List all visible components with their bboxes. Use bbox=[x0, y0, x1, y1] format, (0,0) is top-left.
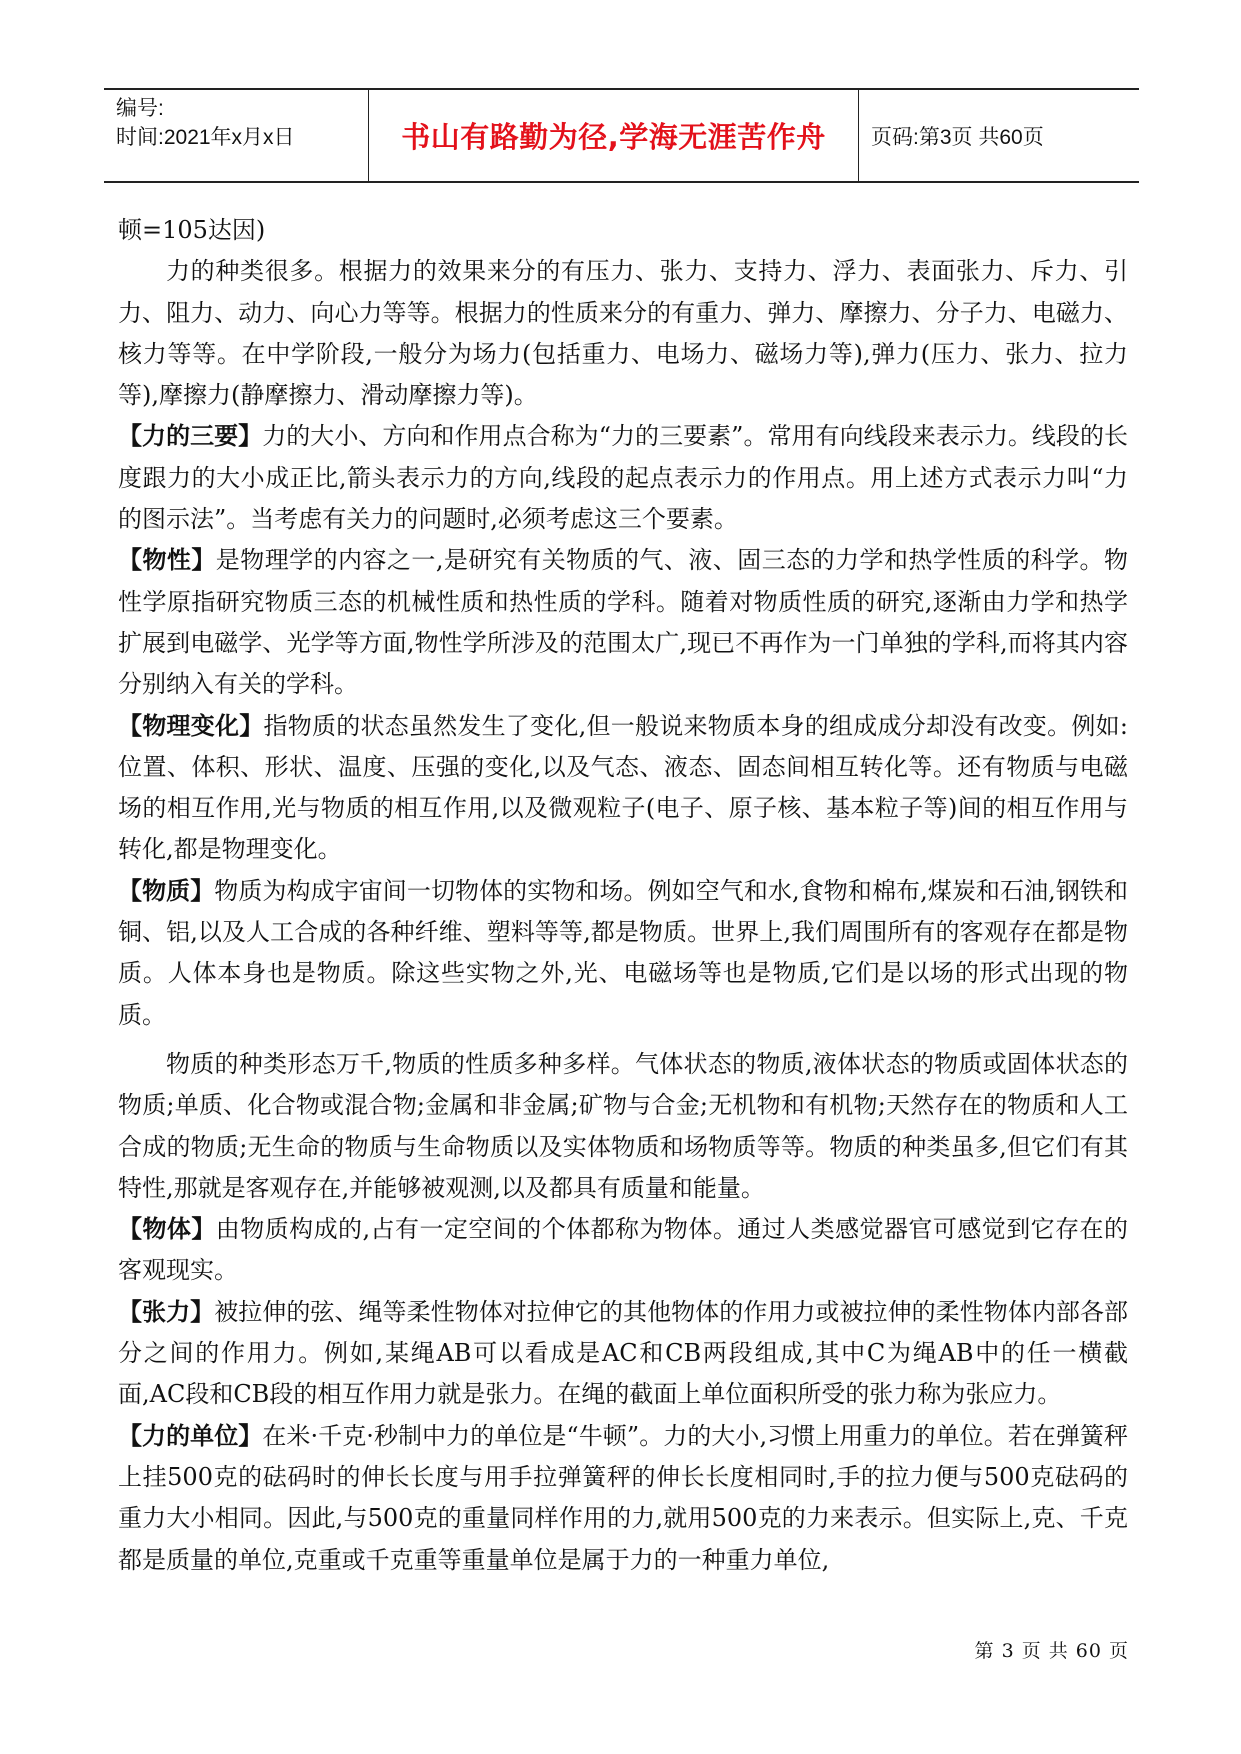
document-body bbox=[118, 210, 1128, 1581]
paragraph bbox=[118, 540, 1128, 705]
term-heading: 【物体】 bbox=[118, 1215, 216, 1244]
document-time-label: 时间:2021年x月x日 bbox=[116, 126, 295, 149]
paragraph-text: 顿=105达因) bbox=[118, 216, 266, 244]
paragraph-text: 由物质构成的,占有一定空间的个体都称为物体。通过人类感觉器官可感觉到它存在的客观现实。 bbox=[118, 1215, 1128, 1285]
paragraph-text: 物质的种类形态万千,物质的性质多种多样。气体状态的物质,液体状态的物质或固体状态的物质;单质、化合物或混合物;金属和非金属;矿物与合金;无机物和有机物;天然存在的物质和人工合成的物质;无生命的物质与生命物质以及实体物质和场物质等等。物质的种类虽多,但它们有其特性,那就是客观存在,并能够被观测,以及都具有质量和能量。 bbox=[118, 1049, 1128, 1202]
paragraph bbox=[118, 251, 1128, 416]
paragraph bbox=[118, 871, 1128, 1036]
header-page-code: 页码:第3页 共60页 bbox=[871, 125, 1044, 149]
page-footer: 第 3 页 共 60 页 bbox=[974, 1640, 1129, 1662]
paragraph bbox=[118, 1292, 1128, 1416]
paragraph-text: 被拉伸的弦、绳等柔性物体对拉伸它的其他物体的作用力或被拉伸的柔性物体内部各部分之间的作用力。例如,某绳AB可以看成是AC和CB两段组成,其中C为绳AB中的任一横截面,AC段和CB段的相互作用力就是张力。在绳的截面上单位面积所受的张力称为张应力。 bbox=[118, 1297, 1129, 1409]
paragraph bbox=[118, 706, 1128, 871]
paragraph bbox=[118, 1416, 1128, 1581]
term-heading: 【张力】 bbox=[118, 1297, 215, 1326]
header-motto: 书山有路勤为径,学海无涯苦作舟 bbox=[401, 120, 826, 154]
paragraph-text: 在米·千克·秒制中力的单位是“牛顿”。力的大小,习惯上用重力的单位。若在弹簧秤上挂500克的砝码时的伸长长度与用手拉弹簧秤的伸长长度相同时,手的拉力便与500克砝码的重力大小相同。因此,与500克的重量同样作用的力,就用500克的力来表示。但实际上,克、千克都是质量的单位,克重或千克重等重量单位是属于力的一种重力单位, bbox=[118, 1421, 1128, 1574]
term-heading: 【力的三要】 bbox=[118, 422, 263, 451]
header-page-cell bbox=[859, 90, 1139, 181]
header-meta-cell bbox=[104, 90, 369, 181]
header-motto-cell bbox=[369, 90, 859, 181]
paragraph-text: 物质为构成宇宙间一切物体的实物和场。例如空气和水,食物和棉布,煤炭和石油,钢铁和铜、铝,以及人工合成的各种纤维、塑料等等,都是物质。世界上,我们周围所有的客观存在都是物质。人体本身也是物质。除这些实物之外,光、电磁场等也是物质,它们是以场的形式出现的物质。 bbox=[118, 876, 1129, 1029]
paragraph bbox=[118, 1209, 1128, 1292]
paragraph-text: 指物质的状态虽然发生了变化,但一般说来物质本身的组成成分却没有改变。例如:位置、体积、形状、温度、压强的变化,以及气态、液态、固态间相互转化等。还有物质与电磁场的相互作用,光与物质的相互作用,以及微观粒子(电子、原子核、基本粒子等)间的相互作用与转化,都是物理变化。 bbox=[118, 711, 1128, 864]
term-heading: 【力的单位】 bbox=[118, 1421, 263, 1450]
header-table bbox=[104, 88, 1139, 183]
term-heading: 【物理变化】 bbox=[118, 711, 264, 740]
term-heading: 【物质】 bbox=[118, 876, 215, 905]
paragraph-text: 力的种类很多。根据力的效果来分的有压力、张力、支持力、浮力、表面张力、斥力、引力、阻力、动力、向心力等等。根据力的性质来分的有重力、弹力、摩擦力、分子力、电磁力、核力等等。在中学阶段,一般分为场力(包括重力、电场力、磁场力等),弹力(压力、张力、拉力等),摩擦力(静摩擦力、滑动摩擦力等)。 bbox=[118, 257, 1128, 410]
term-heading: 【物性】 bbox=[118, 546, 216, 575]
paragraph-text: 力的大小、方向和作用点合称为“力的三要素”。常用有向线段来表示力。线段的长度跟力的大小成正比,箭头表示力的方向,线段的起点表示力的作用点。用上述方式表示力叫“力的图示法”。当考虑有关力的问题时,必须考虑这三个要素。 bbox=[118, 422, 1129, 534]
document-number-label: 编号: bbox=[116, 97, 164, 120]
paragraph bbox=[118, 416, 1128, 540]
paragraph bbox=[118, 210, 1128, 251]
paragraph-text: 是物理学的内容之一,是研究有关物质的气、液、固三态的力学和热学性质的科学。物性学原指研究物质三态的机械性质和热性质的学科。随着对物质性质的研究,逐渐由力学和热学扩展到电磁学、光学等方面,物性学所涉及的范围太广,现已不再作为一门单独的学科,而将其内容分别纳入有关的学科。 bbox=[118, 546, 1128, 699]
paragraph bbox=[118, 1044, 1128, 1209]
